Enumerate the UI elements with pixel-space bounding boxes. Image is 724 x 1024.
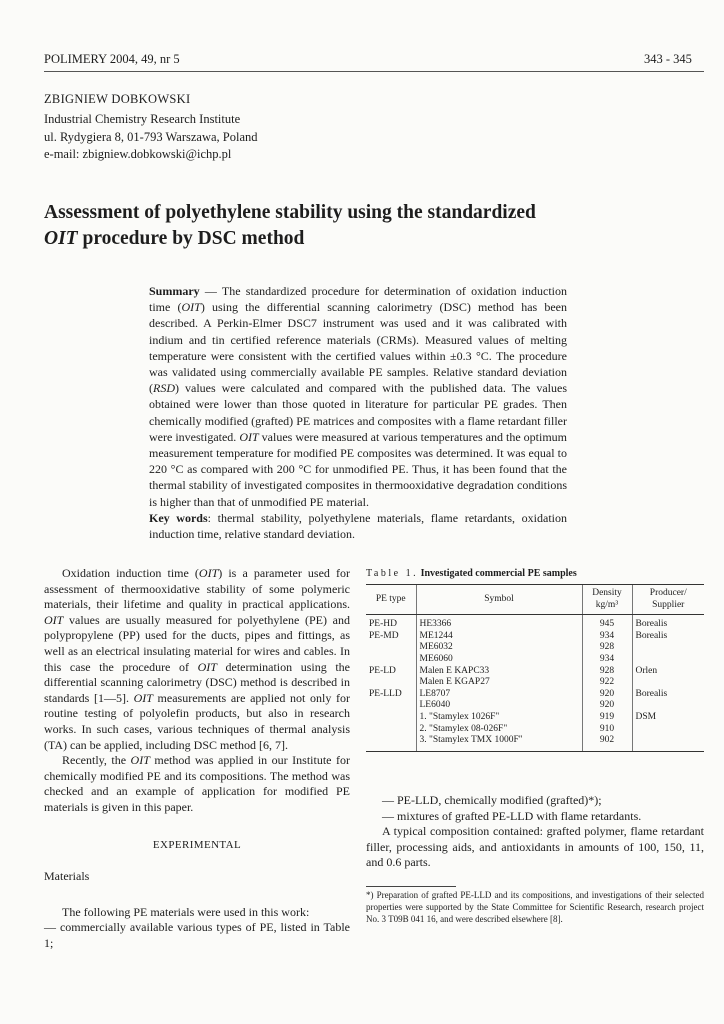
header-pe-type: PE type bbox=[366, 585, 416, 615]
table-row bbox=[366, 631, 704, 643]
cell-pe-type: PE-MD bbox=[369, 630, 399, 641]
author-affiliation bbox=[44, 111, 258, 164]
summary-oit-2: OIT bbox=[239, 429, 259, 444]
header-producer: Producer/ Supplier bbox=[632, 585, 704, 615]
table-row bbox=[366, 700, 704, 712]
article-title bbox=[44, 200, 644, 252]
cell-pe-type bbox=[366, 677, 416, 689]
cell-pe-type: PE-HD bbox=[369, 619, 397, 630]
materials-list-item: — commercially available various types of PE, listed in Table 1; bbox=[44, 920, 350, 950]
cell-symbol: ME6032 bbox=[416, 642, 582, 654]
header-divider bbox=[44, 71, 704, 72]
p1-oit-2: OIT bbox=[44, 612, 64, 627]
p1-oit-1: OIT bbox=[198, 566, 219, 580]
summary-text-3: ) values were calculated and compared with the published data. The values obtained were lower than those quoted in literature for particular PE grades. Then chemically modified (grafted) PE matrices and composites with a flame retardant filler were investigated. bbox=[149, 381, 567, 444]
cell-pe-type bbox=[366, 642, 416, 654]
intro-paragraph bbox=[44, 566, 350, 753]
summary-oit: OIT bbox=[181, 300, 201, 315]
cell-density: 945 bbox=[582, 615, 632, 631]
cell-density: 922 bbox=[582, 677, 632, 689]
cell-pe-type bbox=[366, 700, 416, 712]
institute-address: ul. Rydygiera 8, 01-793 Warszawa, Poland bbox=[44, 129, 258, 144]
title-line-2 bbox=[44, 226, 644, 252]
cell-producer bbox=[632, 677, 704, 689]
p1-a: Oxidation induction time ( bbox=[62, 566, 199, 580]
section-heading-experimental: EXPERIMENTAL bbox=[152, 838, 242, 851]
p1-c: values are usually measured for polyethylene (PE) and polypropylene (PP) used for the ducts, pipes and fittings, as well as an electrical insulating material for wires and cables. In this case the procedure of bbox=[44, 612, 350, 674]
author-name: ZBIGNIEW DOBKOWSKI bbox=[44, 92, 191, 106]
title-line-2-rest: procedure by DSC method bbox=[77, 228, 305, 249]
cell-symbol: 3. "Stamylex TMX 1000F" bbox=[416, 735, 582, 751]
pe-samples-table bbox=[366, 584, 704, 752]
summary-text-4: values were measured at various temperatures and the optimum measurement temperature for modified PE composites was determined. It was equal to 220 °C as compared with 200 °C for unmodified PE. Thus, it has been found that the thermal stability of investigated composites in thermooxidative degradation conditions is higher than that of unmodified PE material. bbox=[149, 429, 567, 509]
table-row bbox=[366, 654, 704, 666]
table-row bbox=[366, 642, 704, 654]
materials-list-item-2: — PE-LLD, chemically modified (grafted)*); bbox=[382, 793, 602, 807]
cell-pe-type: PE-LLD bbox=[369, 688, 402, 699]
p1-e: measurements are applied not only for routine testing of polyolefin products, but also in research works. In such cases, various techniques of thermal analysis (TA) can be applied, including DSC method [6, 7]. bbox=[44, 690, 350, 752]
table-row bbox=[366, 735, 704, 751]
footnote-text: Preparation of grafted PE-LLD and its compositions, and investigations of their selected properties were supported by the State Committee for Scientific Research, research project No. 3 T09B 041 16, and were described elsewhere [8]. bbox=[366, 890, 704, 924]
cell-producer: Borealis bbox=[632, 631, 704, 643]
p1-b: ) is a parameter used for assessment of thermooxidative stability of some polymeric materials, their lifetime and quality in practical applications. bbox=[44, 566, 350, 612]
cell-density: 910 bbox=[582, 724, 632, 736]
footnote-divider bbox=[366, 886, 456, 887]
cell-pe-type bbox=[366, 735, 416, 751]
cell-symbol: LE6040 bbox=[416, 700, 582, 712]
table-row bbox=[366, 712, 704, 724]
table-row bbox=[366, 615, 704, 631]
summary-label: Summary bbox=[149, 284, 200, 298]
header-symbol: Symbol bbox=[416, 585, 582, 615]
keywords-text: : thermal stability, polyethylene materials, flame retardants, oxidation induction time, relative standard deviation. bbox=[149, 510, 567, 542]
cell-density: 928 bbox=[582, 666, 632, 678]
body-left-column bbox=[44, 566, 350, 951]
p1-oit-4: OIT bbox=[133, 690, 153, 705]
cell-density: 902 bbox=[582, 735, 632, 751]
table-label: Table 1. bbox=[366, 568, 419, 579]
table-caption bbox=[366, 568, 577, 579]
table-header-row bbox=[366, 585, 704, 615]
subsection-heading-materials: Materials bbox=[44, 869, 90, 884]
cell-producer: Borealis bbox=[632, 615, 704, 631]
cell-symbol: 2. "Stamylex 08-026F" bbox=[416, 724, 582, 736]
header-density: Density kg/m³ bbox=[582, 585, 632, 615]
cell-symbol: ME1244 bbox=[416, 631, 582, 643]
cell-symbol: Malen E KGAP27 bbox=[416, 677, 582, 689]
materials-list-item-3: — mixtures of grafted PE-LLD with flame retardants. bbox=[382, 808, 642, 823]
cell-symbol: ME6060 bbox=[416, 654, 582, 666]
p2-b: method was applied in our Institute for chemically modified PE and its compositions. The method was checked and an example of application for modified PE materials is given in this paper. bbox=[44, 753, 350, 814]
summary-text-1: — The standardized procedure for determination of oxidation induction time ( bbox=[149, 284, 567, 315]
cell-pe-type bbox=[366, 712, 416, 724]
table-title: Investigated commercial PE samples bbox=[420, 568, 577, 579]
cell-symbol: Malen E KAPC33 bbox=[416, 666, 582, 678]
cell-density: 934 bbox=[582, 631, 632, 643]
page-range: 343 - 345 bbox=[644, 52, 692, 66]
cell-density: 934 bbox=[582, 654, 632, 666]
keywords-label: Key words bbox=[149, 510, 208, 525]
cell-producer bbox=[632, 735, 704, 751]
summary-text-2: ) using the differential scanning calorimetry (DSC) method has been described. A Perkin-Elmer DSC7 instrument was used and it was calibrated with indium and tin certified reference materials (CRMs). Measured values of melting temperature were consistent with the certified values within ±0.3 °C. The procedure was validated using commercially available PE samples. Relative standard deviation ( bbox=[149, 300, 568, 396]
composition-paragraph: A typical composition contained: grafted polymer, flame retardant filler, processing aids, and antioxidants in amounts of 100, 150, 11, and 0.6 parts. bbox=[366, 824, 704, 870]
materials-paragraph: The following PE materials were used in this work: bbox=[62, 904, 310, 919]
body-right-column bbox=[366, 793, 704, 871]
table-row bbox=[366, 724, 704, 736]
p1-oit-3: OIT bbox=[197, 659, 217, 674]
p2-oit: OIT bbox=[130, 753, 150, 768]
cell-producer: Orlen bbox=[632, 666, 704, 678]
title-oit: OIT bbox=[44, 228, 78, 249]
table-row bbox=[366, 666, 704, 678]
title-line-1: Assessment of polyethylene stability using the standardized bbox=[44, 202, 536, 223]
summary-abstract bbox=[149, 283, 567, 542]
summary-rsd: RSD bbox=[153, 381, 175, 396]
author-email: e-mail: zbigniew.dobkowski@ichp.pl bbox=[44, 147, 232, 161]
p2-a: Recently, the bbox=[62, 753, 131, 768]
cell-producer bbox=[632, 642, 704, 654]
p1-d: determination using the differential scanning calorimetry (DSC) method is described in standards [1—5]. bbox=[44, 659, 350, 705]
cell-symbol: LE8707 bbox=[416, 689, 582, 701]
cell-density: 919 bbox=[582, 712, 632, 724]
cell-producer: Borealis bbox=[632, 689, 704, 701]
cell-pe-type: PE-LD bbox=[369, 665, 396, 676]
cell-producer bbox=[632, 700, 704, 712]
second-paragraph bbox=[44, 753, 350, 815]
cell-pe-type bbox=[366, 654, 416, 666]
footnote-mark: *) bbox=[366, 890, 374, 900]
cell-producer bbox=[632, 724, 704, 736]
keywords bbox=[149, 510, 567, 542]
cell-density: 928 bbox=[582, 642, 632, 654]
table-row bbox=[366, 677, 704, 689]
cell-pe-type bbox=[366, 724, 416, 736]
institute-name: Industrial Chemistry Research Institute bbox=[44, 112, 241, 126]
cell-symbol: 1. "Stamylex 1026F" bbox=[416, 712, 582, 724]
cell-symbol: HE3366 bbox=[416, 615, 582, 631]
table-row bbox=[366, 689, 704, 701]
cell-producer bbox=[632, 654, 704, 666]
journal-header: POLIMERY 2004, 49, nr 5 bbox=[44, 52, 180, 66]
footnote bbox=[366, 890, 704, 925]
cell-density: 920 bbox=[582, 689, 632, 701]
cell-density: 920 bbox=[582, 700, 632, 712]
cell-producer: DSM bbox=[632, 712, 704, 724]
